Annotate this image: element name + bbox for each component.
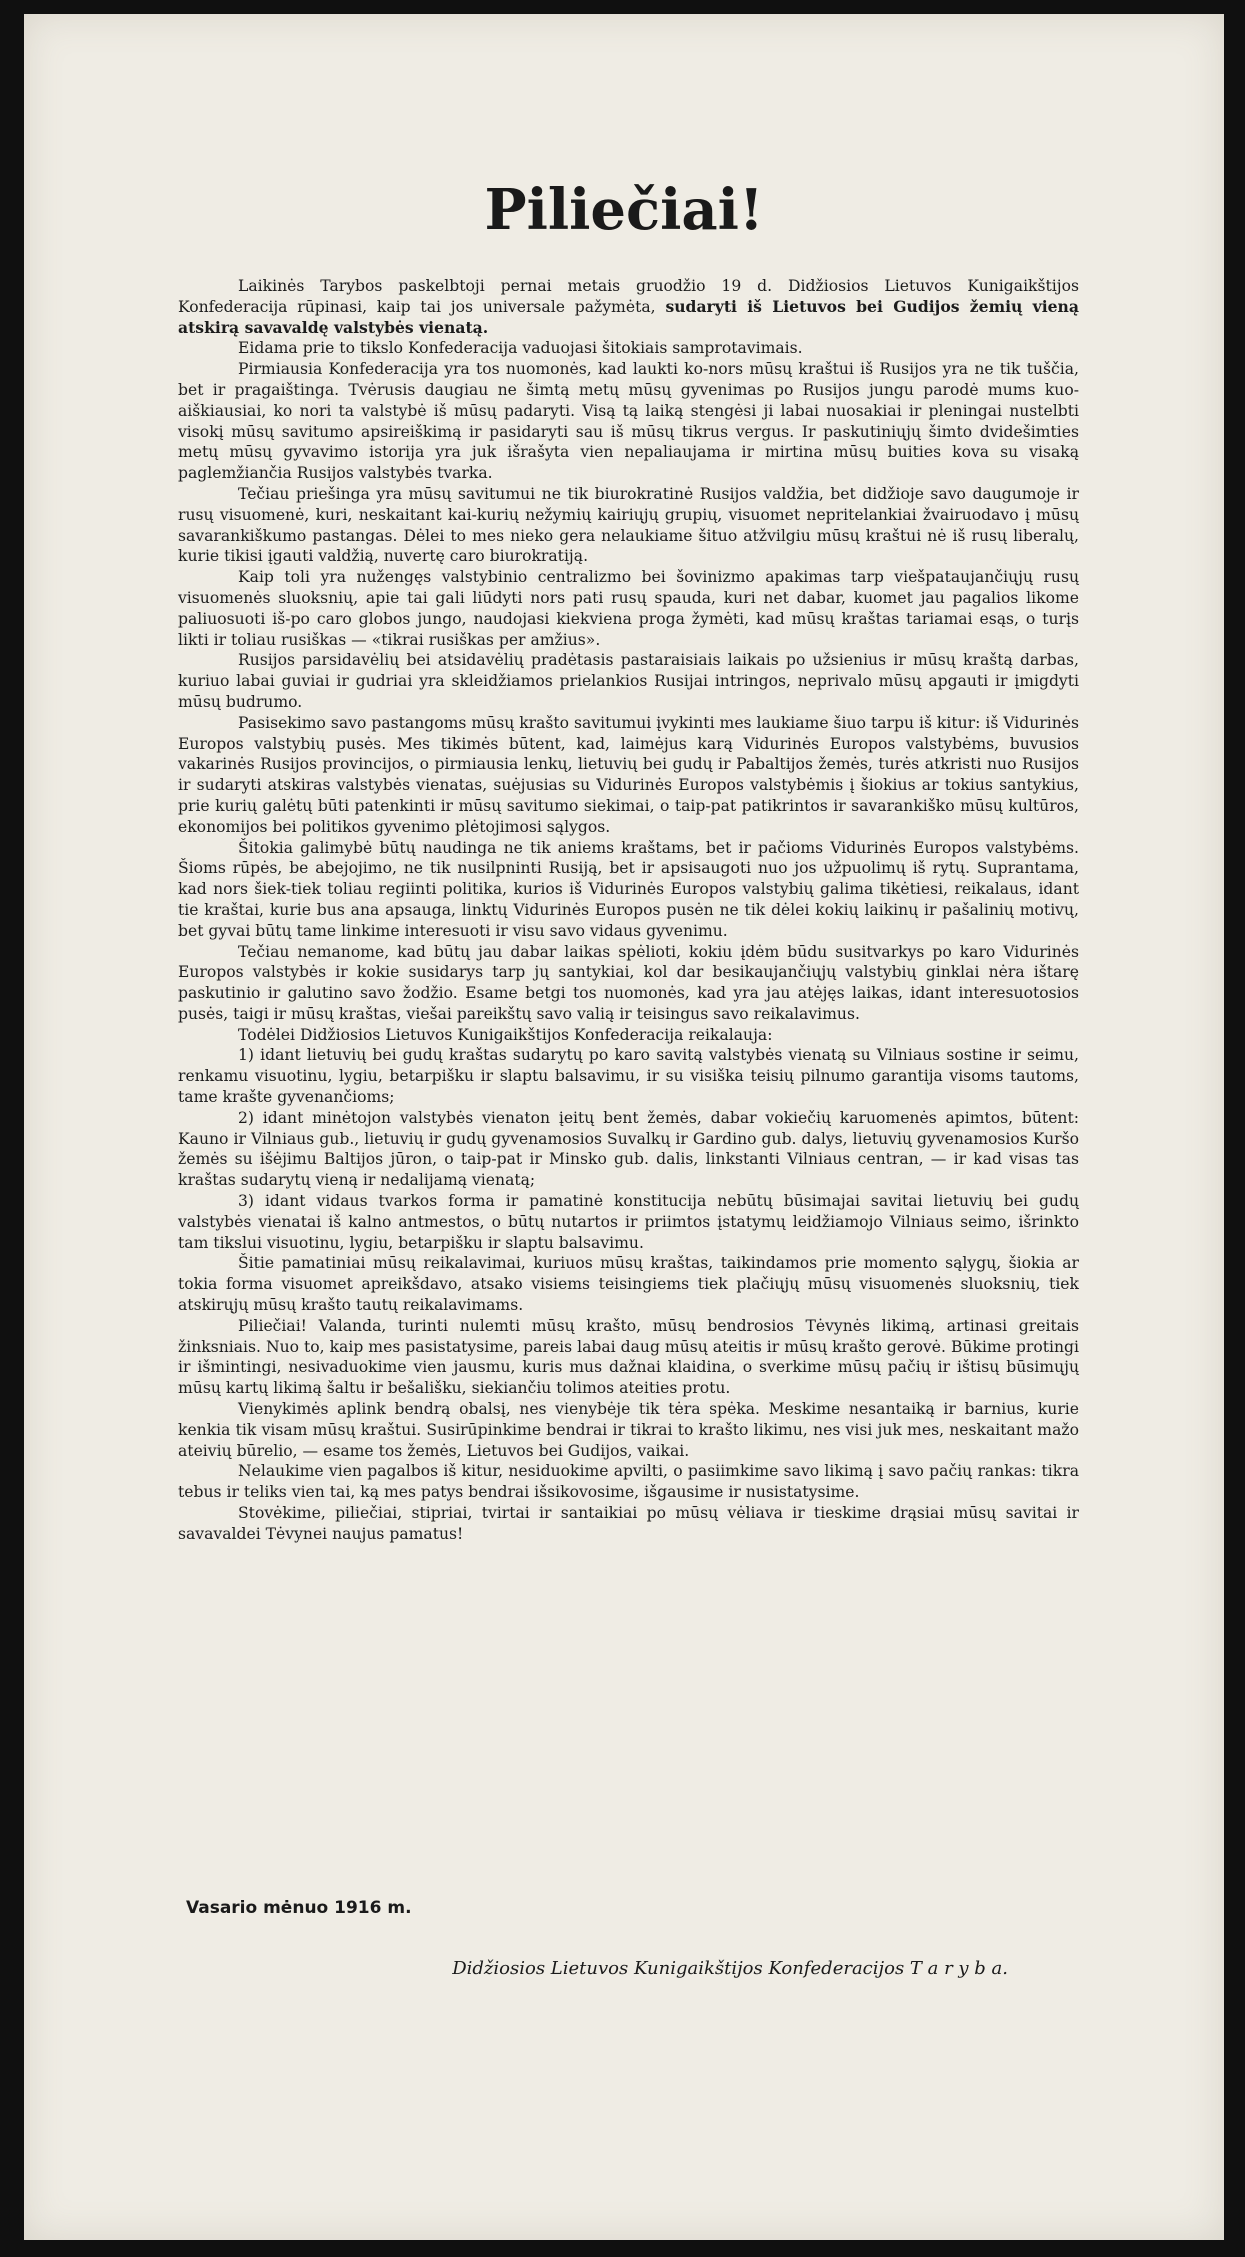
paragraph: Eidama prie to tikslo Konfederacija vaduojasi šitokiais samprotavimais.	[238, 339, 803, 358]
paragraph: Tečiau nemanome, kad būtų jau dabar laikas spėlioti, kokiu įdėm būdu susitvarkys po karo Vidurinės Europos valstybės ir kokie susidarys tarp jų santykiai, kol dar besikaujančiųjų valstybių ginklai nėra ištarę paskutinio ir galutino savo žodžio. Esame betgi tos nuomonės, kad yra jau atėjęs laikas, idant interesuotosios pusės, taigi ir mūsų kraštas, viešai pareikštų savo valią ir teisingus savo reikalavimus.	[178, 942, 1079, 1023]
demand-item-2: 2) idant minėtojon valstybės vienaton įeitų bent žemės, dabar vokiečių karuomenės apimtos, būtent: Kauno ir Vilniaus gub., lietuvių ir gudų gyvenamosios Suvalkų ir Gardino gub. dalys, lietuvių gyvenamosios Kuršo žemės su išėjimu Baltijos jūron, o taip-pat ir Minsko gub. dalis, linkstanti Vilniaus centran, — ir kad visas tas kraštas sudarytų vieną ir nedalijamą vienatą;	[178, 1108, 1079, 1190]
demand-item-3: 3) idant vidaus tvarkos forma ir pamatinė konstitucija nebūtų būsimajai savitai lietuvių bei gudų valstybės vienatai iš kalno antmestos, o būtų nutartos ir priimtos įstatymų leidžiamojo Vilniaus seimo, išrinkto tam tikslui visuotinu, lygiu, betarpišku ir slaptu balsavimu.	[178, 1192, 1079, 1252]
paragraph: Stovėkime, piliečiai, stipriai, tvirtai ir santaikiai po mūsų vėliava ir tieskime drąsiai mūsų savitai ir savavaldei Tėvynei naujus pamatus!	[178, 1504, 1079, 1543]
document-sheet	[24, 14, 1224, 2240]
paragraph: Nelaukime vien pagalbos iš kitur, nesiduokime apvilti, o pasiimkime savo likimą į savo pačių rankas: tikra tebus ir teliks vien tai, ką mes patys bendrai išsikovosime, išgausime ir nusistatysime.	[178, 1462, 1079, 1502]
paragraph: Todėlei Didžiosios Lietuvos Kunigaikštijos Konfederacija reikalauja:	[238, 1025, 773, 1044]
paragraph: Šitie pamatiniai mūsų reikalavimai, kuriuos mūsų kraštas, taikindamos prie momento sąlygų, šiokia ar tokia forma visuomet apreikšdavo, atsako visiems teisingiems tiek plačiųjų mūsų visuomenės sluoksnių, tiek atskirųjų mūsų krašto tautų reikalavimams.	[178, 1254, 1079, 1315]
paragraph: Rusijos parsidavėlių bei atsidavėlių pradėtasis pastaraisiais laikais po užsienius ir mūsų kraštą darbas, kuriuo labai guviai ir gudriai yra skleidžiamos prielankios Rusijai intringos, neprivalo mūsų apgauti ir įmigdyti mūsų budrumo.	[178, 651, 1079, 711]
paragraph: Pasisekimo savo pastangoms mūsų krašto savitumui įvykinti mes laukiame šiuo tarpu iš kitur: iš Vidurinės Europos valstybių pusės. Mes tikimės būtent, kad, laimėjus karą Vidurinės Europos valstybėms, buvusios vakarinės Rusijos provincijos, o pirmiausia lenkų, lietuvių bei gudų ir Pabaltijos žemės, turės atkristi nuo Rusijos ir sudaryti atskiras valstybės vienatas, suėjusias su Vidurinės Europos valstybėmis į šiokius ar tokius santykius, prie kurių galėtų būti patenkinti ir mūsų savitumo siekimai, o taip-pat patikrintos ir savarankiško mūsų kultūros, ekonomijos bei politikos gyvenimo plėtojimosi sąlygos.	[178, 713, 1079, 836]
paragraph: Šitokia galimybė būtų naudinga ne tik aniems kraštams, bet ir pačioms Vidurinės Europos valstybėms. Šioms rūpės, be abejojimo, ne tik nusilpninti Rusiją, bet ir apsisaugoti nuo jos užpuolimų iš rytų. Suprantama, kad nors šiek-tiek toliau regiinti politika, kurios iš Vidurinės Europos valstybių galima tikėtiesi, reikalaus, idant tie kraštai, kurie bus ana apsauga, linktų Vidurinės Europos pusėn ne tik dėlei kokių laikinų ir pašalinių motivų, bet gyvai būtų tame linkime interesuoti ir visu savo vidaus gyvenimu.	[178, 838, 1079, 940]
demand-item-1: 1) idant lietuvių bei gudų kraštas sudarytų po karo savitą valstybės vienatą su Vilniaus sostine ir seimu, renkamu visuotinu, lygiu, betarpišku ir slaptu balsavimu, ir su visiška teisių pilnumo garantija visoms tautoms, tame krašte gyvenančioms;	[178, 1046, 1079, 1107]
document-body	[178, 276, 1079, 1545]
document-date: Vasario mėnuo 1916 m.	[186, 1898, 412, 1918]
document-signature: Didžiosios Lietuvos Kunigaikštijos Konfederacijos T a r y b a.	[452, 1958, 1008, 1979]
paragraph: Vienykimės aplink bendrą obalsį, nes vienybėje tik tėra spėka. Meskime nesantaiką ir barnius, kurie kenkia tik visam mūsų kraštui. Susirūpinkime bendrai ir tikrai to krašto likimu, nes visi juk mes, neskaitant mažo ateivių būrelio, — esame tos žemės, Lietuvos bei Gudijos, vaikai.	[178, 1400, 1079, 1460]
paragraph-1-emphasis: sudaryti iš Lietuvos bei Gudijos žemių vieną atskirą savavaldę valstybės vienatą.	[178, 296, 1079, 337]
paragraph: Kaip toli yra nužengęs valstybinio centralizmo bei šovinizmo apakimas tarp viešpataujančiųjų rusų visuomenės sluoksnių, apie tai gali liūdyti nors pati rusų spauda, kuri net dabar, kuomet jau pagalios likome paliuosuoti iš-po caro globos jungo, naudojasi kiekviena proga žymėti, kad mūsų kraštas tariamai esąs, o turįs likti ir toliau rusiškas — «tikrai rusiškas per amžius».	[178, 568, 1079, 649]
paragraph: Tečiau priešinga yra mūsų savitumui ne tik biurokratinė Rusijos valdžia, bet didžioje savo daugumoje ir rusų visuomenė, kuri, neskaitant kai-kurių nežymių kairiųjų grupių, visuomet nepritelankiai žvairuodavo į mūsų savarankiškumo pastangas. Dėlei to mes nieko gera nelaukiame šituo atžvilgiu mūsų kraštui nė iš rusų liberalų, kurie tikisi įgauti valdžią, nuvertę caro biurokratiją.	[178, 484, 1079, 566]
document-title: Piliečiai!	[484, 177, 764, 243]
paragraph-1	[178, 276, 1079, 338]
paragraph-1-intro: Laikinės Tarybos paskelbtoji pernai metais gruodžio 19 d. Didžiosios Lietuvos Kunigaikštijos Konfederacija rūpinasi, kaip tai jos universale pažymėta,	[178, 277, 1079, 316]
paragraph: Pirmiausia Konfederacija yra tos nuomonės, kad laukti ko-nors mūsų kraštui iš Rusijos yra ne tik tuščia, bet ir pragaištinga. Tvėrusis daugiau ne šimtą metų mūsų gyvenimas po Rusijos jungu parodė mums kuo-aiškiausiai, ko nori ta valstybė iš mūsų padaryti. Visą tą laiką stengėsi ji labai nuosakiai ir pleningai nustelbti visokį mūsų savitumo apsireiškimą ir pasidaryti sau iš mūsų tikrus vergus. Ir paskutiniųjų šimto dvidešimties metų mūsų gyvavimo istorija yra juk išrašyta vien nepaliaujama ir mirtina mūsų buities kova su visaką paglemžiančia Rusijos valstybės tvarka.	[178, 360, 1079, 483]
paragraph: Piliečiai! Valanda, turinti nulemti mūsų krašto, mūsų bendrosios Tėvynės likimą, artinasi greitais žinksniais. Nuo to, kaip mes pasistatysime, pareis labai daug mūsų ateitis ir mūsų krašto gerovė. Būkime protingi ir išmintingi, nesivaduokime vien jausmu, kuris mus dažnai klaidina, o sverkime mūsų pačių ir ištisų būsimųjų mūsų kartų likimą šaltu ir bešališku, siekiančiu tolimos ateities protu.	[178, 1316, 1079, 1398]
